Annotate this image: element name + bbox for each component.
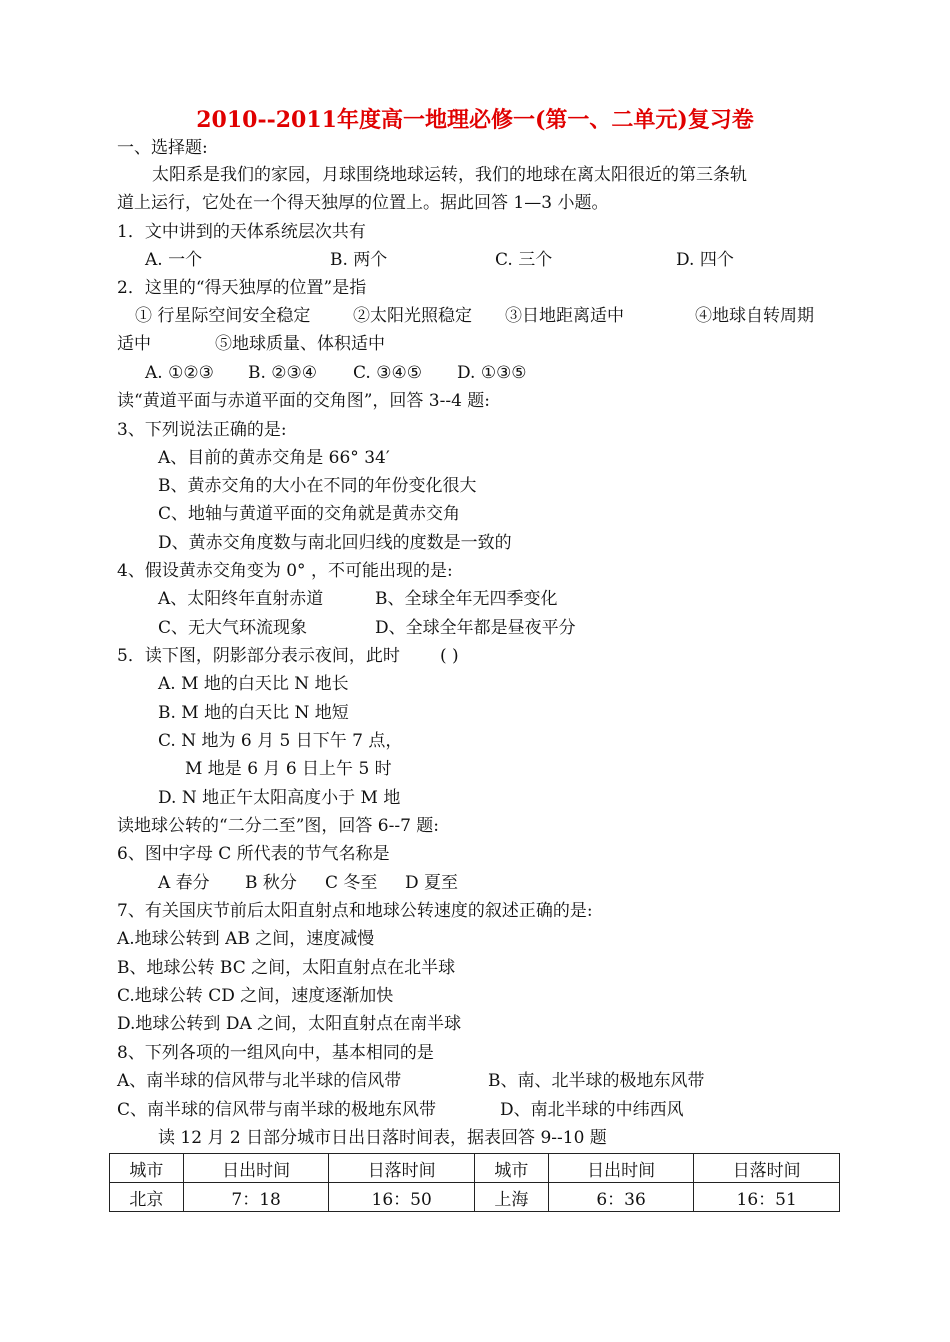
q1-option-c: C. 三个 (495, 250, 553, 270)
q8-option-b: B、南、北半球的极地东风带 (488, 1071, 705, 1091)
q2-option-c: C. ③④⑤ (353, 363, 422, 383)
table-header-cell: 日出时间 (183, 1154, 329, 1183)
q2-item-2: ②太阳光照稳定 (353, 306, 472, 326)
question-5-stem: 5．读下图，阴影部分表示夜间，此时 (117, 646, 400, 666)
table-cell: 上海 (474, 1183, 548, 1212)
table-header-row (110, 1154, 840, 1183)
read-instruction-3: 读 12 月 2 日部分城市日出日落时间表，据表回答 9--10 题 (158, 1128, 607, 1148)
table-header-cell: 日落时间 (329, 1154, 475, 1183)
read-instruction-1: 读“黄道平面与赤道平面的交角图”，回答 3--4 题: (117, 391, 491, 411)
read-instruction-2: 读地球公转的“二分二至”图，回答 6--7 题: (117, 816, 440, 836)
q8-option-a: A、南半球的信风带与北半球的信风带 (117, 1071, 402, 1091)
q8-option-c: C、南半球的信风带与南半球的极地东风带 (117, 1100, 437, 1120)
question-3-stem: 3、下列说法正确的是: (117, 420, 287, 440)
table-cell: 7：18 (183, 1183, 329, 1212)
q4-option-d: D、全球全年都是昼夜平分 (375, 618, 576, 638)
table-cell: 16：51 (694, 1183, 840, 1212)
question-6-stem: 6、图中字母 C 所代表的节气名称是 (117, 844, 390, 864)
table-cell: 6：36 (548, 1183, 694, 1212)
q3-option-b: B、黄赤交角的大小在不同的年份变化很大 (158, 476, 477, 496)
table-cell: 16：50 (329, 1183, 475, 1212)
q2-item-5: ⑤地球质量、体积适中 (215, 334, 385, 354)
q2-option-b: B. ②③④ (248, 363, 318, 383)
table-header-cell: 城市 (474, 1154, 548, 1183)
table-header-cell: 城市 (110, 1154, 184, 1183)
q6-option-c: C 冬至 (325, 873, 378, 893)
q3-option-c: C、地轴与黄道平面的交角就是黄赤交角 (158, 504, 461, 524)
table-header-cell: 日落时间 (694, 1154, 840, 1183)
q6-option-b: B 秋分 (245, 873, 297, 893)
q2-item-4: ④地球自转周期 (695, 306, 814, 326)
q6-option-a: A 春分 (158, 873, 210, 893)
q5-answer-blank: ( ) (440, 646, 459, 666)
q4-option-a: A、太阳终年直射赤道 (158, 589, 324, 609)
q8-option-d: D、南北半球的中纬西风 (500, 1100, 684, 1120)
q2-item-3: ③日地距离适中 (505, 306, 624, 326)
sunrise-sunset-table (109, 1153, 840, 1212)
q5-option-d: D. N 地正午太阳高度小于 M 地 (158, 788, 401, 808)
q1-option-b: B. 两个 (330, 250, 388, 270)
q2-item-4-cont: 适中 (117, 334, 151, 354)
q2-option-d: D. ①③⑤ (457, 363, 527, 383)
question-2-stem: 2．这里的“得天独厚的位置”是指 (117, 278, 367, 298)
table-header-cell: 日出时间 (548, 1154, 694, 1183)
q5-option-b: B. M 地的白天比 N 地短 (158, 703, 349, 723)
q7-option-b: B、地球公转 BC 之间，太阳直射点在北半球 (117, 958, 456, 978)
q4-option-c: C、无大气环流现象 (158, 618, 308, 638)
q2-option-a: A. ①②③ (145, 363, 214, 383)
q7-option-a: A.地球公转到 AB 之间，速度减慢 (117, 929, 375, 949)
question-4-stem: 4、假设黄赤交角变为 0° ，不可能出现的是: (117, 561, 453, 581)
table-row (110, 1183, 840, 1212)
table-cell: 北京 (110, 1183, 184, 1212)
intro-line-2: 道上运行，它处在一个得天独厚的位置上。据此回答 1—3 小题。 (117, 193, 609, 213)
q3-option-d: D、黄赤交角度数与南北回归线的度数是一致的 (158, 533, 512, 553)
q2-item-1: ① 行星际空间安全稳定 (135, 306, 311, 326)
q4-option-b: B、全球全年无四季变化 (375, 589, 558, 609)
question-7-stem: 7、有关国庆节前后太阳直射点和地球公转速度的叙述正确的是: (117, 901, 593, 921)
q5-option-c: C. N 地为 6 月 5 日下午 7 点， (158, 731, 403, 751)
document-title: 2010--2011年度高一地理必修一(第一、二单元)复习卷 (196, 107, 754, 133)
section-heading: 一、选择题: (117, 138, 208, 158)
q7-option-d: D.地球公转到 DA 之间，太阳直射点在南半球 (117, 1014, 462, 1034)
q5-option-c-cont: M 地是 6 月 6 日上午 5 时 (185, 759, 392, 779)
q1-option-a: A. 一个 (145, 250, 203, 270)
q3-option-a: A、目前的黄赤交角是 66° 34′ (158, 448, 390, 468)
intro-line-1: 太阳系是我们的家园，月球围绕地球运转，我们的地球在离太阳很近的第三条轨 (152, 165, 747, 185)
question-1-stem: 1．文中讲到的天体系统层次共有 (117, 222, 366, 242)
q5-option-a: A. M 地的白天比 N 地长 (158, 674, 349, 694)
question-8-stem: 8、下列各项的一组风向中，基本相同的是 (117, 1043, 434, 1063)
q7-option-c: C.地球公转 CD 之间，速度逐渐加快 (117, 986, 394, 1006)
q6-option-d: D 夏至 (405, 873, 459, 893)
q1-option-d: D. 四个 (676, 250, 734, 270)
